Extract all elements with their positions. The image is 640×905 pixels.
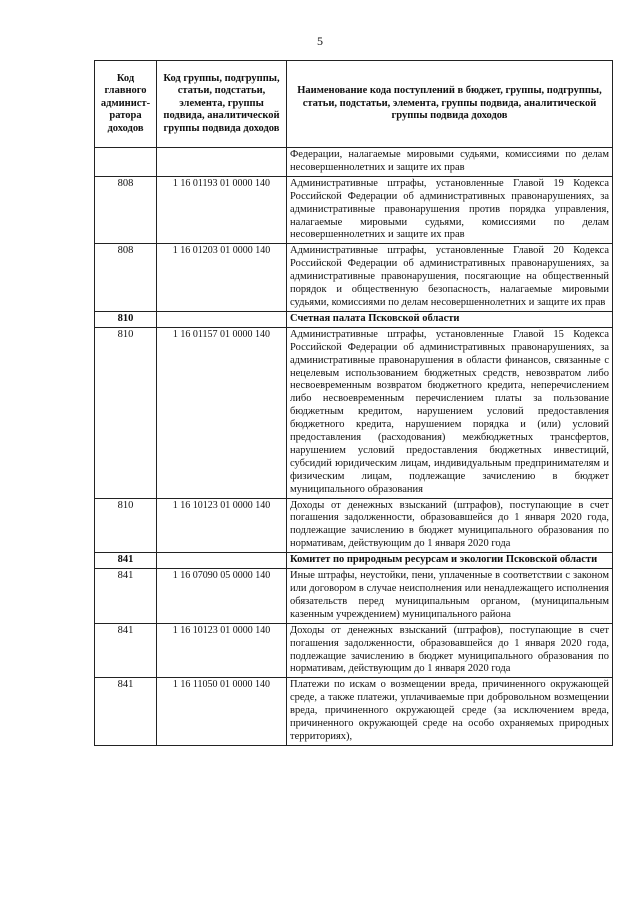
kbk-code-cell	[157, 148, 287, 177]
description-cell: Административные штрафы, установленные Главой 15 Кодекса Российской Федерации об административных правонарушениях, за административные правонарушения в области финансов, связанные с нецелевым использованием бюджетных средств, невозвратом либо несвоевременным возвратом бюджетного кредита, неперечислением либо несвоевременным перечислением платы за пользование бюджетным кредитом, нарушением условий предоставления бюджетного кредита, нарушением порядка и (или) условий предоставления (расходования) межбюджетных трансфертов, нарушением условий предоставления бюджетных инвестиций, субсидий юридическим лицам, индивидуальным предпринимателям и физическим лицам, подлежащие зачислению в бюджет муниципального образования	[287, 327, 613, 498]
admin-code-cell: 810	[95, 498, 157, 553]
description-cell: Административные штрафы, установленные Главой 20 Кодекса Российской Федерации об административных правонарушениях, за административные правонарушения, посягающие на общественный порядок и общественную безопасность, налагаемые мировыми судьями, комиссиями по делам несовершеннолетних и защите их прав	[287, 244, 613, 312]
kbk-code-cell: 1 16 07090 05 0000 140	[157, 569, 287, 624]
table-row	[95, 176, 613, 244]
admin-code-cell: 841	[95, 623, 157, 678]
admin-code-cell: 808	[95, 244, 157, 312]
kbk-code-cell	[157, 311, 287, 327]
admin-code-cell: 810	[95, 327, 157, 498]
table-header-row	[95, 61, 613, 148]
description-cell: Доходы от денежных взысканий (штрафов), поступающие в счет погашения задолженности, образовавшейся до 1 января 2020 года, подлежащие зачислению в бюджет муниципального образования по нормативам, действующим до 1 января 2020 года	[287, 623, 613, 678]
kbk-code-cell	[157, 553, 287, 569]
table-row	[95, 244, 613, 312]
kbk-code-cell: 1 16 11050 01 0000 140	[157, 678, 287, 746]
admin-code-cell: 841	[95, 678, 157, 746]
admin-code-cell: 841	[95, 553, 157, 569]
admin-code-cell: 808	[95, 176, 157, 244]
administrator-name-cell: Комитет по природным ресурсам и экологии Псковской области	[287, 553, 613, 569]
kbk-code-cell: 1 16 01203 01 0000 140	[157, 244, 287, 312]
description-cell: Федерации, налагаемые мировыми судьями, комиссиями по делам несовершеннолетних и защите их прав	[287, 148, 613, 177]
administrator-name-cell: Счетная палата Псковской области	[287, 311, 613, 327]
kbk-code-cell: 1 16 01193 01 0000 140	[157, 176, 287, 244]
admin-code-cell: 841	[95, 569, 157, 624]
description-cell: Административные штрафы, установленные Главой 19 Кодекса Российской Федерации об административных правонарушениях, за административные правонарушения против порядка управления, налагаемые мировыми судьями, комиссиями по делам несовершеннолетних и защите их прав	[287, 176, 613, 244]
admin-code-cell: 810	[95, 311, 157, 327]
header-admin-code: Код главного админист-ратора доходов	[95, 61, 157, 148]
description-cell: Платежи по искам о возмещении вреда, причиненного окружающей среде, а также платежи, уплачиваемые при добровольном возмещении вреда, причиненного окружающей среде (за исключением вреда, причиненного окружающей среде на особо охраняемых природных территориях),	[287, 678, 613, 746]
kbk-code-cell: 1 16 01157 01 0000 140	[157, 327, 287, 498]
kbk-code-cell: 1 16 10123 01 0000 140	[157, 623, 287, 678]
table-row	[95, 148, 613, 177]
header-group-code: Код группы, подгруппы, статьи, подстатьи, элемента, группы подвида, аналитической группы подвида доходов	[157, 61, 287, 148]
table-row	[95, 623, 613, 678]
page-number: 5	[317, 34, 323, 48]
table-row	[95, 678, 613, 746]
group-heading-row	[95, 553, 613, 569]
revenue-codes-table	[94, 60, 613, 746]
table-row	[95, 327, 613, 498]
table-row	[95, 498, 613, 553]
kbk-code-cell: 1 16 10123 01 0000 140	[157, 498, 287, 553]
description-cell: Иные штрафы, неустойки, пени, уплаченные в соответствии с законом или договором в случае неисполнения или ненадлежащего исполнения обязательств перед муниципальным органом, (муниципальным казенным учреждением) муниципального района	[287, 569, 613, 624]
header-revenue-name: Наименование кода поступлений в бюджет, группы, подгруппы, статьи, подстатьи, элемента, группы подвида, аналитической группы подвида доходов	[287, 61, 613, 148]
description-cell: Доходы от денежных взысканий (штрафов), поступающие в счет погашения задолженности, образовавшейся до 1 января 2020 года, подлежащие зачислению в бюджет муниципального образования по нормативам, действующим до 1 января 2020 года	[287, 498, 613, 553]
table-row	[95, 569, 613, 624]
admin-code-cell	[95, 148, 157, 177]
group-heading-row	[95, 311, 613, 327]
